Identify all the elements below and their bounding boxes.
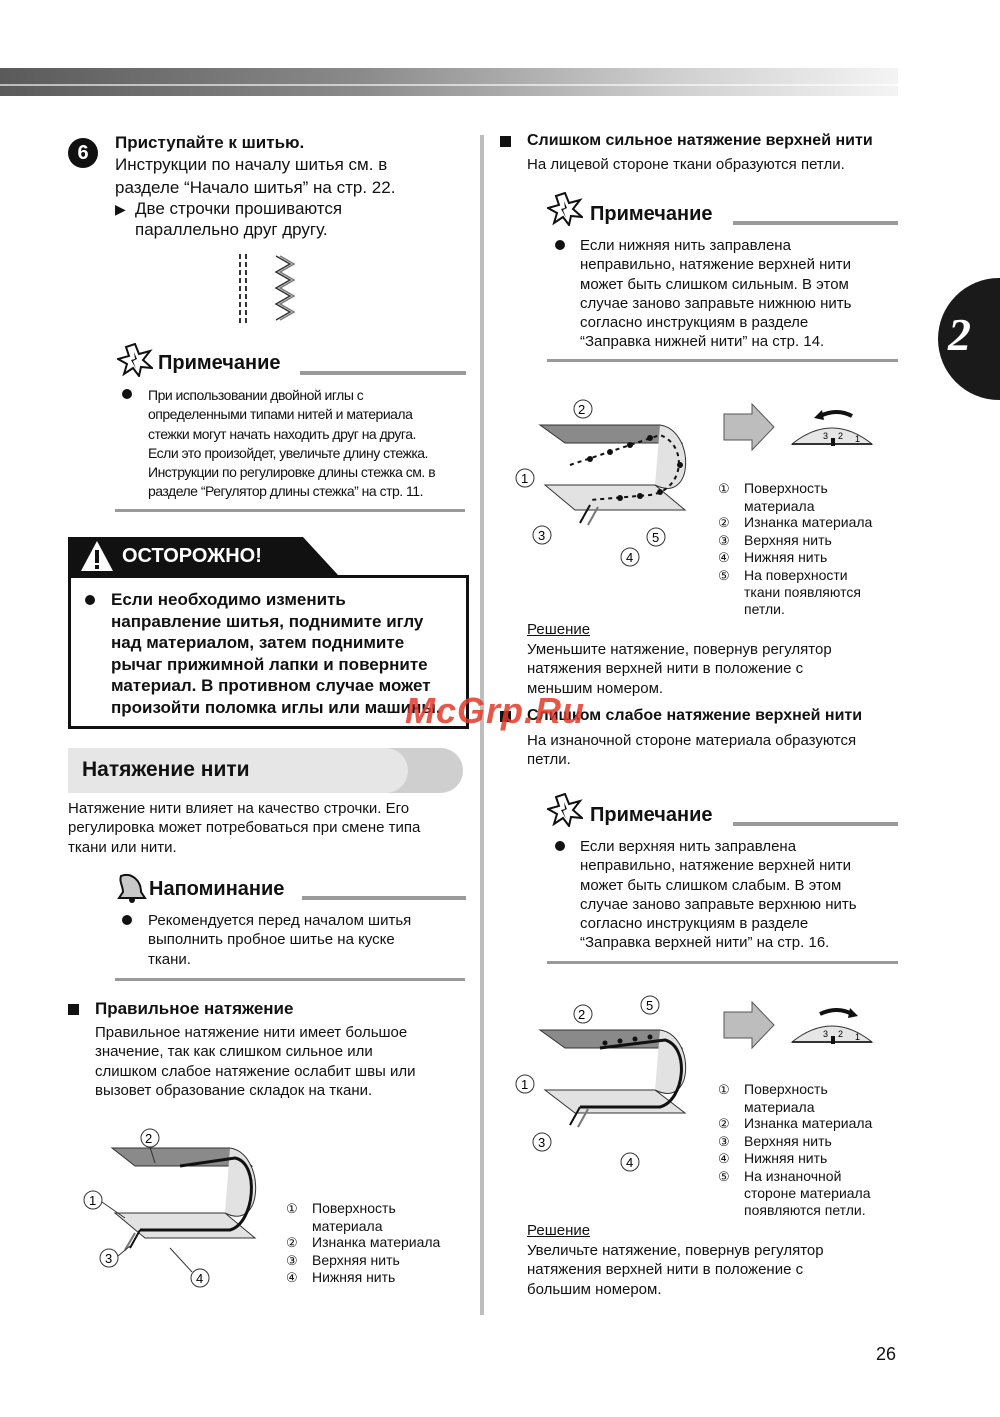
watermark: McGrp.Ru [405,690,586,731]
legend-number: ② [718,515,730,530]
intro-line-text: Натяжение нити влияет на качество строчки. Его [68,800,410,817]
svg-text:5: 5 [652,530,660,545]
legend-text: Нижняя нить [744,549,828,565]
header-bar [0,68,898,96]
chapter-tab [938,278,1000,400]
legend-number: ① [286,1201,298,1216]
reminder-line-text: выполнить пробное шитье на куске [148,931,395,949]
caution-title: ОСТОРОЖНО! [122,545,262,567]
note-line-text: определенными типами нитей и материала [148,406,413,423]
step-title: Приступайте к шитью. [115,133,305,152]
legend-number: ⑤ [718,567,730,583]
dial-number: 3 [823,431,829,441]
dial-number: 1 [855,434,861,444]
legend-item [718,1099,872,1116]
reminder-title: Напоминание [149,878,285,900]
reminder-text [148,911,411,969]
note-line-text: Если это произойдет, увеличьте длину стежка. [148,444,428,461]
reminder-bell-icon [113,870,147,904]
legend-number: ⑤ [718,1168,730,1184]
square-bullet-icon [68,1004,79,1015]
legend-text: материала [744,1098,815,1115]
legend-text: Поверхность [744,480,828,496]
note-title: Примечание [158,352,281,374]
legend-item [718,1185,872,1202]
legend-text: петли. [744,600,785,617]
square-bullet-icon [500,136,511,147]
legend-text: Изнанка материала [744,514,873,530]
reminder-bottom-rule [115,978,465,981]
legend-item [286,1269,440,1287]
correct-title: Правильное натяжение [95,999,294,1018]
note-title: Примечание [590,804,713,826]
step-number: 6 [68,138,98,168]
solution-line-text: Уменьшите натяжение, повернув регулятор [527,641,832,658]
legend-item [718,480,872,498]
note-title: Примечание [590,203,713,225]
note-line-text: Если нижняя нить заправлена [580,237,791,254]
note-icon [117,343,153,377]
note-line-text: Инструкции по регулировке длины стежка см. в [148,464,436,481]
too-loose-illustration [510,995,700,1175]
svg-text:1: 1 [521,471,529,486]
legend-number: ③ [286,1252,298,1268]
svg-text:4: 4 [626,1155,634,1170]
caution-line-text: рычаг прижимной лапки и поверните [111,654,428,674]
page-number: 26 [876,1344,897,1364]
too-tight-illustration [510,395,700,575]
intro-line-text: ткани или нити. [68,838,177,856]
svg-text:3: 3 [538,528,546,543]
legend-item [718,601,872,618]
tension-dial-decrease [722,402,902,457]
section-intro [68,799,420,857]
legend-item [718,1081,872,1099]
legend-number: ③ [718,532,730,548]
bullet-icon [555,841,565,851]
too-tight-desc: На лицевой стороне ткани образуются петли. [527,156,845,173]
legend-item [286,1252,440,1270]
reminder-line-text: ткани. [148,950,191,968]
dial-number: 2 [838,431,844,441]
warning-icon [80,540,114,572]
too-loose-note-text [580,837,857,953]
note-line-text: неправильно, натяжение верхней нити [580,857,852,875]
legend-number: ④ [718,1151,730,1166]
note-line-text: стежки могут начать находить друг на друга. [148,425,416,442]
note-bottom-rule [547,961,898,964]
desc-line-text: петли. [527,751,571,769]
note-title-rule [733,822,898,826]
legend-text: Поверхность [744,1081,828,1097]
legend-item [718,1202,872,1219]
note-bottom-rule [115,509,465,512]
note-text [148,386,435,502]
dial-number: 3 [823,1029,829,1039]
solution-line-text: большим номером. [527,1280,662,1298]
note-bottom-rule [547,359,898,362]
legend-item [718,1115,872,1133]
step-text-line: Инструкции по началу шитья см. в [115,155,388,174]
legend-number: ② [718,1116,730,1131]
note-line-text: “Заправка верхней нити” на стр. 16. [580,934,830,952]
note-icon [547,192,583,226]
desc-line-text: На изнаночной стороне материала образуются [527,732,857,749]
correct-tension-illustration [80,1118,270,1293]
bullet-icon [555,240,565,250]
bullet-icon [122,389,132,399]
too-tight-note-text [580,236,851,352]
legend-text: На поверхности [744,566,848,583]
svg-text:2: 2 [578,1007,586,1022]
legend-item [718,584,872,601]
solution-line-text: Увеличьте натяжение, повернув регулятор [527,1242,824,1259]
intro-line-text: регулировка может потребоваться при смене типа [68,819,421,837]
too-loose-desc [527,731,856,770]
legend-item [718,532,872,550]
legend-number: ③ [718,1133,730,1149]
legend-number: ② [286,1235,298,1250]
reminder-title-rule [302,896,466,900]
legend-text: Изнанка материала [312,1234,441,1250]
legend-item [718,549,872,567]
legend-number: ④ [286,1270,298,1285]
caution-text [111,589,441,718]
legend-item [286,1234,440,1252]
legend-item [718,1168,872,1186]
step-result [135,198,342,240]
svg-text:3: 3 [105,1251,113,1266]
legend-text: Поверхность [312,1200,396,1216]
step-text [115,153,395,199]
note-line-text: При использовании двойной иглы с [148,387,364,403]
legend-item [718,567,872,585]
legend-text: Изнанка материала [744,1115,873,1131]
twin-needle-stitch-illustration [232,252,302,328]
correct-line-text: слишком слабое натяжение ослабит швы или [95,1062,416,1080]
correct-legend [286,1200,440,1287]
step-result-line: Две строчки прошиваются [135,199,343,218]
note-line-text: может быть слишком сильным. В этом [580,275,849,293]
svg-text:1: 1 [521,1077,529,1092]
caution-line-text: над материалом, затем поднимите [111,633,405,652]
section-title: Натяжение нити [82,758,250,781]
legend-item [718,1150,872,1168]
note-line-text: случае заново заправьте нижнюю нить [580,294,852,312]
legend-number: ④ [718,550,730,565]
step-result-line: параллельно друг другу. [135,220,328,239]
tension-dial-increase [722,1000,902,1055]
caution-line-text: произойти поломка иглы или машины. [111,697,441,717]
legend-text: Верхняя нить [312,1251,400,1268]
legend-number: ① [718,481,730,496]
correct-text [95,1023,416,1100]
legend-number: ① [718,1082,730,1097]
svg-text:4: 4 [196,1271,204,1286]
note-line-text: согласно инструкциям в разделе [580,314,809,332]
caution-line-text: материал. В противном случае может [111,676,431,695]
note-title-rule [733,221,898,225]
too-tight-title: Слишком сильное натяжение верхней нити [527,132,873,149]
correct-line-text: вызовет образование складок на ткани. [95,1081,373,1099]
svg-text:2: 2 [145,1131,153,1146]
solution-label: Решение [527,621,591,638]
bullet-icon [122,915,132,925]
legend-item [718,1133,872,1151]
note-line-text: случае заново заправьте верхнюю нить [580,895,857,913]
legend-text: материала [744,497,815,514]
note-line-text: Если верхняя нить заправлена [580,838,797,855]
bullet-icon [85,595,95,605]
note-line-text: может быть слишком слабым. В этом [580,876,842,894]
svg-text:5: 5 [646,998,654,1013]
dial-number: 2 [838,1029,844,1039]
solution-label: Решение [527,1222,591,1239]
header-bar-highlight [0,84,898,86]
too-loose-title: Слишком слабое натяжение верхней нити [527,707,863,724]
note-line-text: согласно инструкциям в разделе [580,915,809,933]
too-loose-legend [718,1081,872,1218]
result-arrow-icon: ▶ [115,201,126,217]
legend-text: Нижняя нить [744,1150,828,1166]
legend-item [286,1200,440,1218]
legend-item [718,498,872,515]
svg-text:2: 2 [578,402,586,417]
legend-item [286,1218,440,1235]
step-text-line: разделе “Начало шитья” на стр. 22. [115,178,396,197]
chapter-number: 2 [948,309,971,360]
dial-number: 1 [855,1032,861,1042]
note-title-rule [300,371,466,375]
correct-line-text: значение, так как слишком сильное или [95,1043,373,1061]
too-loose-solution [527,1241,824,1299]
legend-text: ткани появляются [744,584,861,600]
legend-text: появляются петли. [744,1201,866,1218]
svg-text:3: 3 [538,1135,546,1150]
solution-line-text: натяжения верхней нити в положение с [527,1261,804,1279]
note-line-text: “Заправка нижней нити” на стр. 14. [580,333,825,351]
legend-text: Верхняя нить [744,1132,832,1149]
correct-line-text: Правильное натяжение нити имеет большое [95,1024,408,1041]
note-line-text: неправильно, натяжение верхней нити [580,256,852,274]
svg-text:1: 1 [89,1193,97,1208]
legend-item [718,514,872,532]
caution-line-text: направление шитья, поднимите иглу [111,611,424,631]
too-tight-legend [718,480,872,617]
caution-line-text: Если необходимо изменить [111,590,346,609]
reminder-line-text: Рекомендуется перед началом шитья [148,912,412,929]
legend-text: материала [312,1217,383,1234]
svg-text:4: 4 [626,550,634,565]
legend-text: стороне материала [744,1185,871,1201]
solution-line-text: меньшим номером. [527,679,664,697]
solution-line-text: натяжения верхней нити в положение с [527,660,804,678]
legend-text: Нижняя нить [312,1269,396,1285]
note-line-text: разделе “Регулятор длины стежка” на стр. 11. [148,483,423,500]
legend-text: На изнаночной [744,1167,842,1184]
note-icon [547,793,583,827]
legend-text: Верхняя нить [744,531,832,548]
